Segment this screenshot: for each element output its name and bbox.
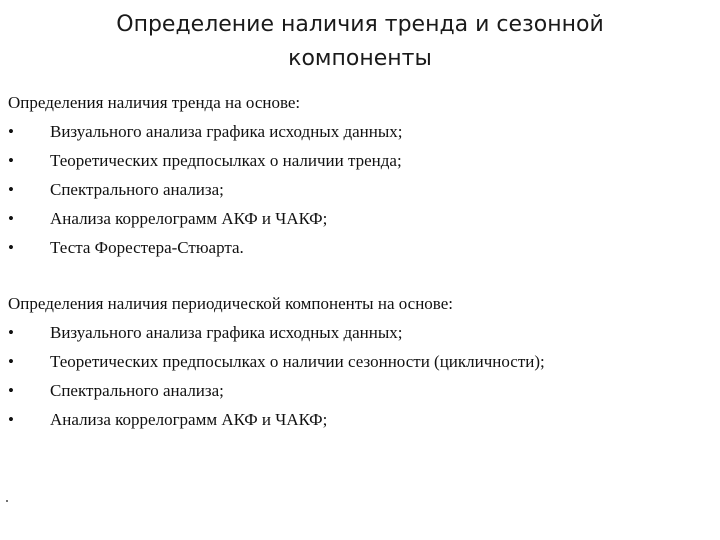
list-item-text: Спектрального анализа;	[50, 381, 224, 400]
bullet-icon: •	[8, 238, 14, 257]
list-item-text: Анализа коррелограмм АКФ и ЧАКФ;	[50, 410, 328, 429]
trend-criteria-list	[8, 117, 708, 262]
bullet-icon: •	[8, 180, 14, 199]
trend-section	[8, 88, 708, 262]
list-item	[8, 204, 708, 233]
bullet-icon: •	[8, 209, 14, 228]
list-item-text: Теоретических предпосылках о наличии тренда;	[50, 151, 402, 170]
list-item-text: Анализа коррелограмм АКФ и ЧАКФ;	[50, 209, 328, 228]
list-item	[8, 117, 708, 146]
list-item	[8, 347, 708, 376]
list-item	[8, 376, 708, 405]
list-item	[8, 146, 708, 175]
bullet-icon: •	[8, 381, 14, 400]
list-item-text: Теста Форестера-Стюарта.	[50, 238, 244, 257]
periodic-section	[8, 289, 708, 434]
bullet-icon: •	[8, 352, 14, 371]
list-item	[8, 318, 708, 347]
list-item	[8, 233, 708, 262]
trend-section-heading: Определения наличия тренда на основе:	[8, 93, 301, 112]
list-item	[8, 405, 708, 434]
list-item	[8, 175, 708, 204]
list-item-text: Визуального анализа графика исходных данных;	[50, 122, 403, 141]
bullet-icon: •	[8, 410, 14, 429]
decorative-dot	[6, 500, 8, 502]
bullet-icon: •	[8, 122, 14, 141]
list-item-text: Визуального анализа графика исходных данных;	[50, 323, 403, 342]
page-title	[60, 8, 660, 76]
page-title-line-1: Определение наличия тренда и сезонной	[116, 12, 604, 37]
list-item-text: Спектрального анализа;	[50, 180, 224, 199]
bullet-icon: •	[8, 151, 14, 170]
periodic-criteria-list	[8, 318, 708, 434]
bullet-icon: •	[8, 323, 14, 342]
list-item-text: Теоретических предпосылках о наличии сезонности (цикличности);	[50, 352, 545, 371]
periodic-section-heading: Определения наличия периодической компоненты на основе:	[8, 294, 454, 313]
page-title-line-2: компоненты	[288, 46, 432, 71]
